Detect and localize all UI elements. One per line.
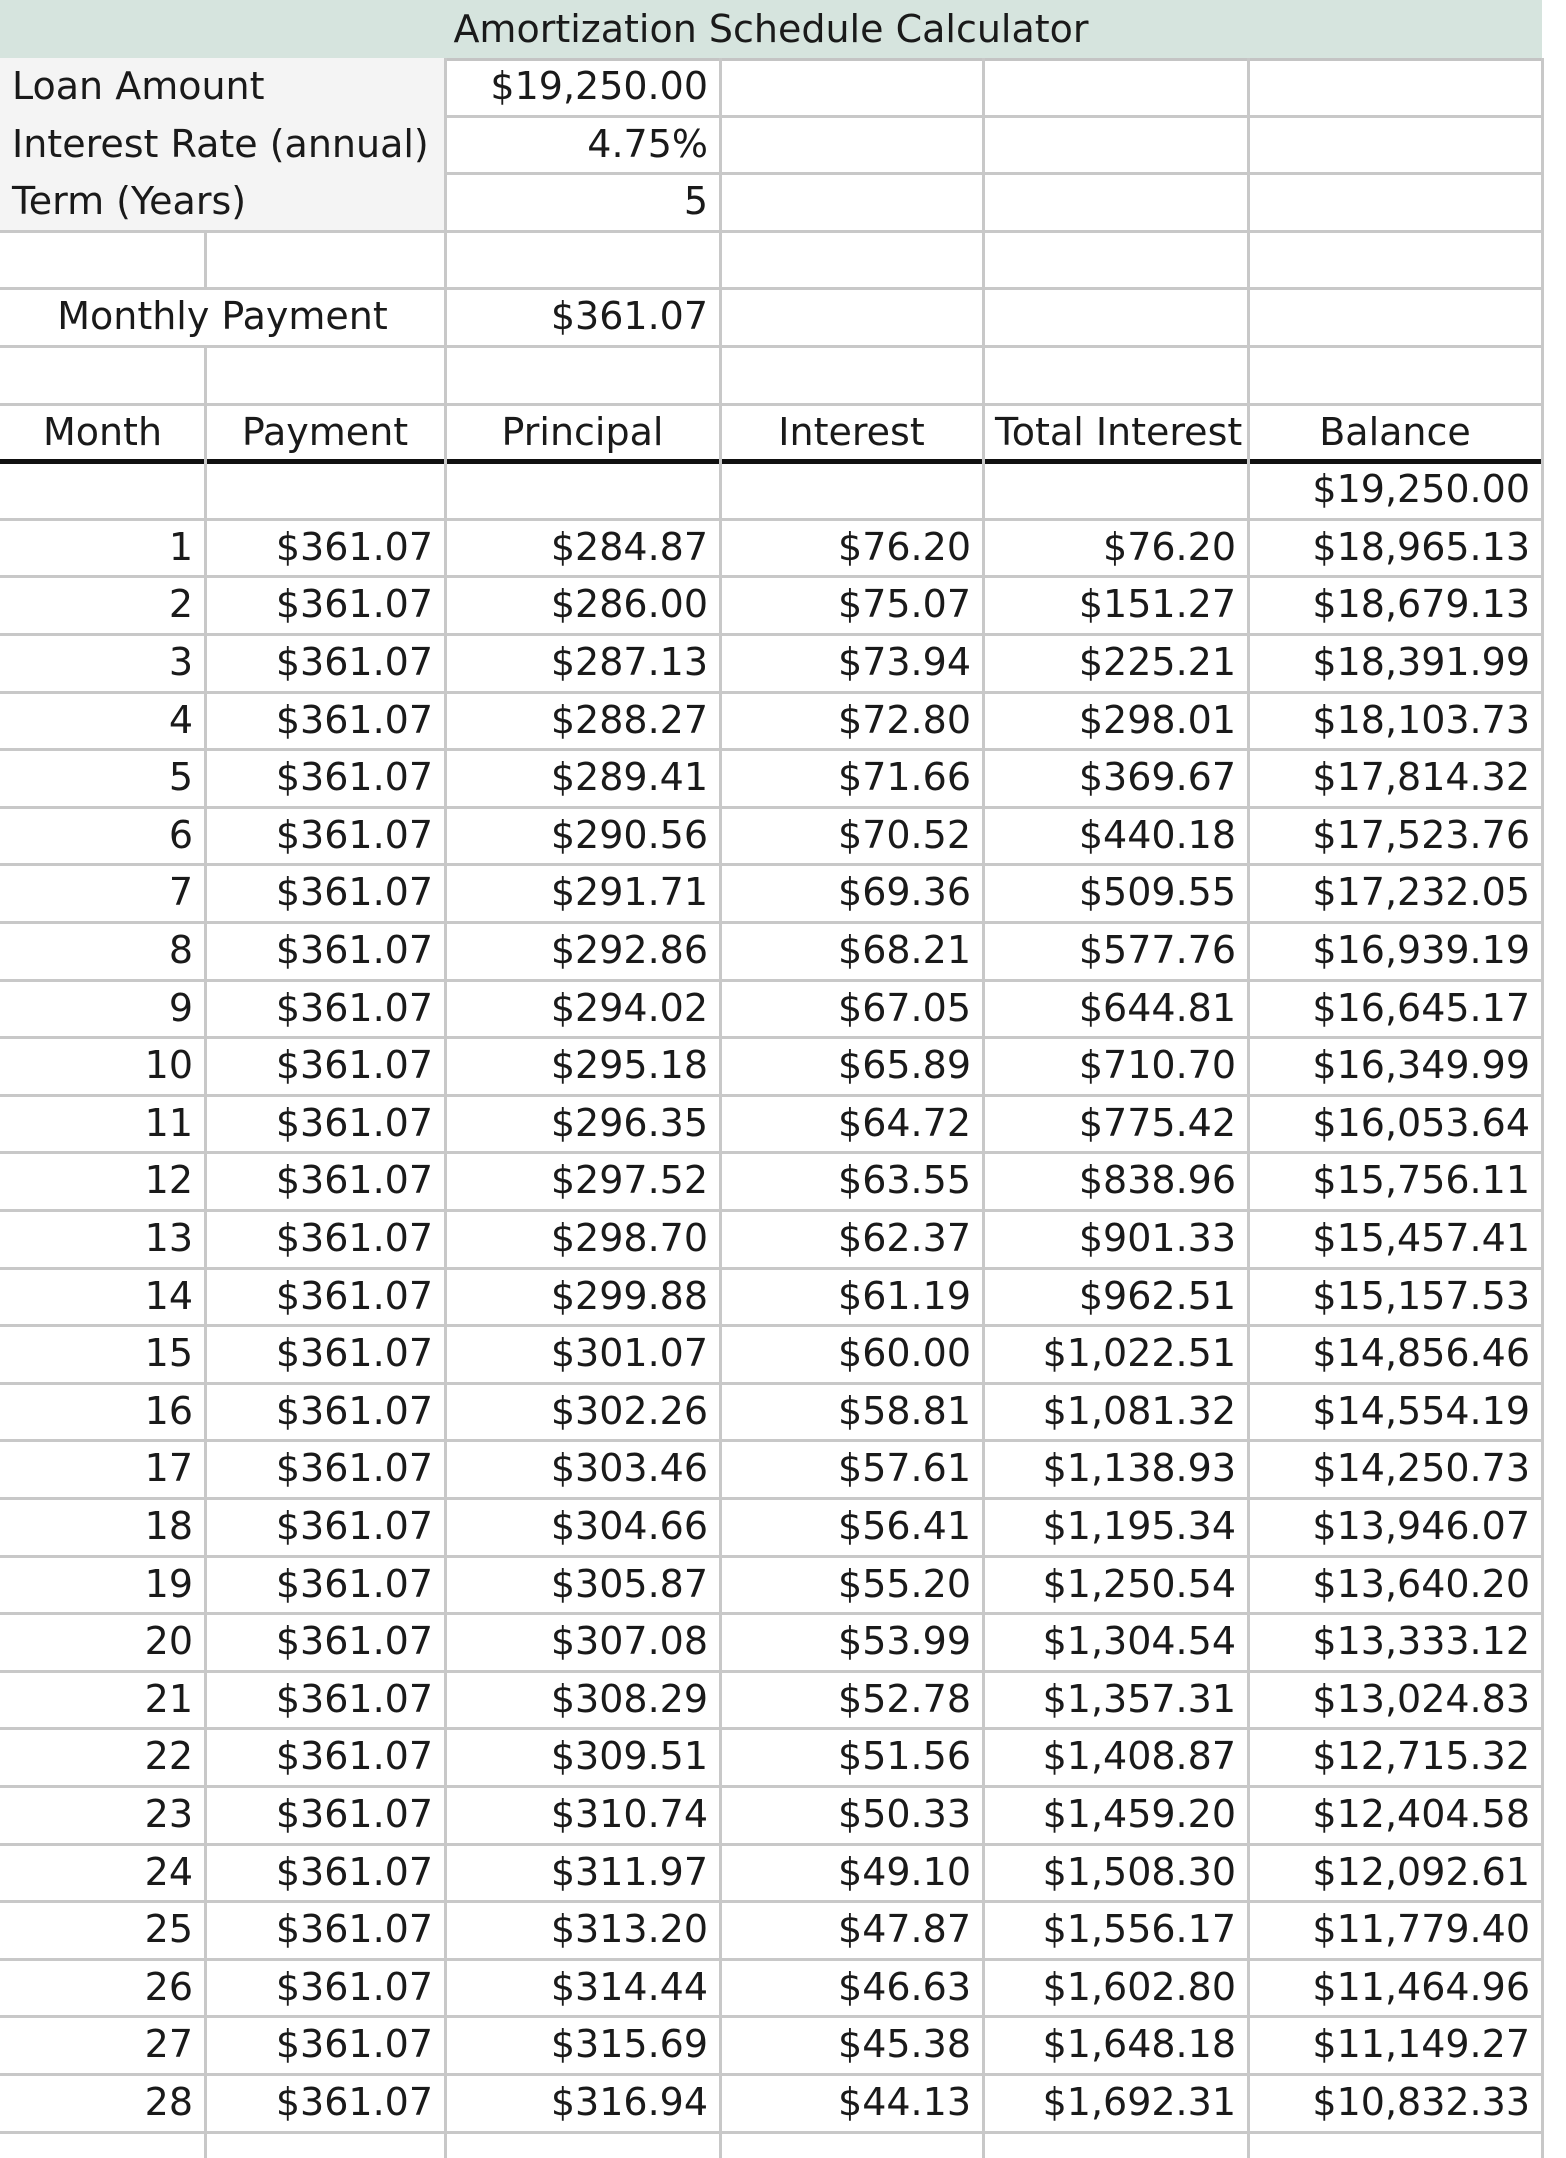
table-cell[interactable]: 13: [144, 1216, 193, 1260]
table-cell[interactable]: $61.19: [838, 1274, 971, 1318]
gridline: [0, 1958, 1542, 1961]
table-cell[interactable]: $13,640.20: [1312, 1562, 1530, 1606]
table-cell[interactable]: $225.21: [1078, 640, 1236, 684]
gridline: [0, 459, 1542, 464]
table-cell[interactable]: $72.80: [838, 698, 971, 742]
table-cell[interactable]: 2: [168, 582, 193, 626]
table-cell[interactable]: $76.20: [838, 525, 971, 569]
table-cell[interactable]: $69.36: [838, 870, 971, 914]
table-cell[interactable]: 9: [168, 986, 193, 1030]
gridline: [0, 1382, 1542, 1385]
table-cell[interactable]: $65.89: [838, 1043, 971, 1087]
table-cell[interactable]: $18,391.99: [1312, 640, 1530, 684]
table-cell[interactable]: $644.81: [1078, 986, 1236, 1030]
gridline: [0, 921, 1542, 924]
table-cell[interactable]: $16,645.17: [1312, 986, 1530, 1030]
table-cell[interactable]: $58.81: [838, 1389, 971, 1433]
table-cell[interactable]: 26: [144, 1965, 193, 2009]
table-cell[interactable]: $11,779.40: [1312, 1907, 1530, 1951]
table-cell[interactable]: $1,022.51: [1042, 1331, 1236, 1375]
table-cell[interactable]: $1,459.20: [1042, 1792, 1236, 1836]
table-cell[interactable]: $301.07: [550, 1331, 708, 1375]
table-cell[interactable]: $18,103.73: [1312, 698, 1530, 742]
table-cell[interactable]: 3: [168, 640, 193, 684]
table-cell[interactable]: $1,250.54: [1042, 1562, 1236, 1606]
table-cell[interactable]: $1,508.30: [1042, 1850, 1236, 1894]
table-cell[interactable]: $151.27: [1078, 582, 1236, 626]
table-cell[interactable]: $60.00: [838, 1331, 971, 1375]
table-cell[interactable]: $361.07: [275, 1216, 433, 1260]
gridline: [204, 231, 207, 288]
table-cell[interactable]: $14,856.46: [1312, 1331, 1530, 1375]
table-cell[interactable]: $11,149.27: [1312, 2022, 1530, 2066]
table-cell[interactable]: $50.33: [838, 1792, 971, 1836]
monthly-payment-value[interactable]: $361.07: [550, 294, 708, 338]
table-cell[interactable]: 28: [144, 2080, 193, 2124]
gridline: [0, 806, 1542, 809]
gridline: [0, 287, 1542, 290]
table-cell[interactable]: $53.99: [838, 1619, 971, 1663]
table-cell[interactable]: $12,404.58: [1312, 1792, 1530, 1836]
monthly-payment-label[interactable]: Monthly Payment: [57, 294, 388, 338]
table-cell[interactable]: 6: [168, 813, 193, 857]
table-cell[interactable]: $775.42: [1078, 1101, 1236, 1145]
column-header-payment[interactable]: Payment: [241, 410, 409, 454]
table-cell[interactable]: $57.61: [838, 1446, 971, 1490]
table-cell[interactable]: 19: [144, 1562, 193, 1606]
table-cell[interactable]: $11,464.96: [1312, 1965, 1530, 2009]
table-cell[interactable]: $297.52: [550, 1158, 708, 1202]
gridline: [0, 575, 1542, 578]
gridline: [719, 58, 722, 2158]
table-cell[interactable]: $13,946.07: [1312, 1504, 1530, 1548]
table-cell[interactable]: $302.26: [550, 1389, 708, 1433]
gridline: [1247, 58, 1250, 2158]
table-cell[interactable]: $298.01: [1078, 698, 1236, 742]
table-cell[interactable]: $369.67: [1078, 755, 1236, 799]
table-cell[interactable]: $16,349.99: [1312, 1043, 1530, 1087]
table-cell[interactable]: $284.87: [550, 525, 708, 569]
table-cell[interactable]: $1,692.31: [1042, 2080, 1236, 2124]
table-cell[interactable]: $299.88: [550, 1274, 708, 1318]
table-cell[interactable]: $361.07: [275, 582, 433, 626]
table-cell[interactable]: $361.07: [275, 1619, 433, 1663]
table-cell[interactable]: $292.86: [550, 928, 708, 972]
input-value[interactable]: 5: [683, 179, 708, 223]
table-cell[interactable]: $70.52: [838, 813, 971, 857]
table-cell[interactable]: 27: [144, 2022, 193, 2066]
table-cell[interactable]: $313.20: [550, 1907, 708, 1951]
table-cell[interactable]: $1,357.31: [1042, 1677, 1236, 1721]
table-cell[interactable]: $838.96: [1078, 1158, 1236, 1202]
table-cell[interactable]: 11: [144, 1101, 193, 1145]
table-cell[interactable]: $287.13: [550, 640, 708, 684]
table-cell[interactable]: $45.38: [838, 2022, 971, 2066]
table-cell[interactable]: $361.07: [275, 813, 433, 857]
table-cell[interactable]: $1,556.17: [1042, 1907, 1236, 1951]
input-value[interactable]: 4.75%: [587, 122, 708, 166]
table-cell[interactable]: $303.46: [550, 1446, 708, 1490]
table-cell[interactable]: 25: [144, 1907, 193, 1951]
table-cell[interactable]: $1,195.34: [1042, 1504, 1236, 1548]
gridline: [0, 2073, 1542, 2076]
table-cell[interactable]: $16,939.19: [1312, 928, 1530, 972]
table-cell[interactable]: $361.07: [275, 1850, 433, 1894]
table-cell[interactable]: $361.07: [275, 1562, 433, 1606]
input-label[interactable]: Interest Rate (annual): [0, 116, 445, 174]
table-cell[interactable]: $295.18: [550, 1043, 708, 1087]
table-cell[interactable]: $361.07: [275, 1389, 433, 1433]
gridline: [204, 346, 207, 2158]
table-cell[interactable]: $314.44: [550, 1965, 708, 2009]
table-cell[interactable]: $17,523.76: [1312, 813, 1530, 857]
table-cell[interactable]: $49.10: [838, 1850, 971, 1894]
table-cell[interactable]: $15,157.53: [1312, 1274, 1530, 1318]
gridline: [0, 1324, 1542, 1327]
table-cell[interactable]: $361.07: [275, 1331, 433, 1375]
table-cell[interactable]: $361.07: [275, 1101, 433, 1145]
table-cell[interactable]: $14,554.19: [1312, 1389, 1530, 1433]
gridline: [445, 230, 1542, 233]
gridline: [0, 748, 1542, 751]
gridline: [0, 1267, 1542, 1270]
input-label[interactable]: Term (Years): [0, 173, 445, 231]
table-cell[interactable]: $577.76: [1078, 928, 1236, 972]
gridline: [0, 1036, 1542, 1039]
table-cell[interactable]: $361.07: [275, 1677, 433, 1721]
table-cell[interactable]: $1,304.54: [1042, 1619, 1236, 1663]
table-cell[interactable]: $316.94: [550, 2080, 708, 2124]
table-cell[interactable]: $298.70: [550, 1216, 708, 1260]
table-cell[interactable]: 12: [144, 1158, 193, 1202]
table-cell[interactable]: $13,333.12: [1312, 1619, 1530, 1663]
table-cell[interactable]: $14,250.73: [1312, 1446, 1530, 1490]
table-cell[interactable]: 8: [168, 928, 193, 972]
table-cell[interactable]: $1,648.18: [1042, 2022, 1236, 2066]
table-cell[interactable]: 10: [144, 1043, 193, 1087]
table-cell[interactable]: $18,965.13: [1312, 525, 1530, 569]
input-value[interactable]: $19,250.00: [490, 64, 708, 108]
table-cell[interactable]: $361.07: [275, 2022, 433, 2066]
table-cell[interactable]: $296.35: [550, 1101, 708, 1145]
table-cell[interactable]: $64.72: [838, 1101, 971, 1145]
table-cell[interactable]: 23: [144, 1792, 193, 1836]
table-cell[interactable]: $290.56: [550, 813, 708, 857]
gridline: [0, 979, 1542, 982]
sheet-title: Amortization Schedule Calculator: [0, 0, 1542, 61]
gridline: [445, 172, 1542, 175]
table-cell[interactable]: $71.66: [838, 755, 971, 799]
table-cell[interactable]: $307.08: [550, 1619, 708, 1663]
table-cell[interactable]: $15,457.41: [1312, 1216, 1530, 1260]
table-cell[interactable]: $361.07: [275, 1734, 433, 1778]
column-header-principal[interactable]: Principal: [501, 410, 664, 454]
table-cell[interactable]: $361.07: [275, 928, 433, 972]
table-cell[interactable]: $17,814.32: [1312, 755, 1530, 799]
gridline: [0, 403, 1542, 406]
gridline: [1541, 58, 1544, 2158]
gridline: [0, 2015, 1542, 2018]
table-cell[interactable]: 5: [168, 755, 193, 799]
gridline: [0, 2131, 1542, 2134]
table-cell[interactable]: $361.07: [275, 1504, 433, 1548]
table-cell[interactable]: $361.07: [275, 1446, 433, 1490]
table-cell[interactable]: $62.37: [838, 1216, 971, 1260]
gridline: [0, 345, 1542, 348]
table-cell[interactable]: $46.63: [838, 1965, 971, 2009]
table-cell[interactable]: $51.56: [838, 1734, 971, 1778]
table-cell[interactable]: $361.07: [275, 525, 433, 569]
gridline: [0, 633, 1542, 636]
table-cell[interactable]: $15,756.11: [1312, 1158, 1530, 1202]
table-cell[interactable]: $47.87: [838, 1907, 971, 1951]
table-cell[interactable]: $1,138.93: [1042, 1446, 1236, 1490]
table-cell[interactable]: $17,232.05: [1312, 870, 1530, 914]
gridline: [0, 1612, 1542, 1615]
table-cell[interactable]: $12,092.61: [1312, 1850, 1530, 1894]
gridline: [0, 1670, 1542, 1673]
table-cell[interactable]: $305.87: [550, 1562, 708, 1606]
table-cell[interactable]: $361.07: [275, 640, 433, 684]
table-cell[interactable]: $361.07: [275, 2080, 433, 2124]
table-cell[interactable]: $361.07: [275, 1792, 433, 1836]
table-cell[interactable]: $310.74: [550, 1792, 708, 1836]
table-cell[interactable]: $361.07: [275, 870, 433, 914]
gridline: [0, 1843, 1542, 1846]
table-cell[interactable]: $304.66: [550, 1504, 708, 1548]
table-cell[interactable]: 24: [144, 1850, 193, 1894]
table-cell[interactable]: 17: [144, 1446, 193, 1490]
table-cell[interactable]: $311.97: [550, 1850, 708, 1894]
table-cell[interactable]: $962.51: [1078, 1274, 1236, 1318]
input-label[interactable]: Loan Amount: [0, 58, 445, 116]
gridline: [445, 115, 1542, 118]
gridline: [0, 1439, 1542, 1442]
gridline: [0, 1497, 1542, 1500]
table-cell[interactable]: $289.41: [550, 755, 708, 799]
table-cell[interactable]: 22: [144, 1734, 193, 1778]
table-cell[interactable]: $44.13: [838, 2080, 971, 2124]
table-cell[interactable]: $1,602.80: [1042, 1965, 1236, 2009]
table-cell[interactable]: $361.07: [275, 1043, 433, 1087]
gridline: [0, 518, 1542, 521]
gridline: [0, 1555, 1542, 1558]
table-cell[interactable]: $1,408.87: [1042, 1734, 1236, 1778]
table-cell[interactable]: $76.20: [1103, 525, 1236, 569]
table-cell[interactable]: 16: [144, 1389, 193, 1433]
table-cell[interactable]: 15: [144, 1331, 193, 1375]
table-cell[interactable]: $16,053.64: [1312, 1101, 1530, 1145]
table-cell[interactable]: $75.07: [838, 582, 971, 626]
table-cell[interactable]: $1,081.32: [1042, 1389, 1236, 1433]
table-cell[interactable]: $68.21: [838, 928, 971, 972]
table-cell[interactable]: $315.69: [550, 2022, 708, 2066]
table-cell[interactable]: $56.41: [838, 1504, 971, 1548]
table-cell[interactable]: $18,679.13: [1312, 582, 1530, 626]
column-header-interest[interactable]: Interest: [778, 410, 925, 454]
table-cell[interactable]: $13,024.83: [1312, 1677, 1530, 1721]
table-cell[interactable]: $901.33: [1078, 1216, 1236, 1260]
gridline: [0, 1727, 1542, 1730]
gridline: [444, 58, 447, 2158]
table-cell[interactable]: $12,715.32: [1312, 1734, 1530, 1778]
column-header-month[interactable]: Month: [42, 410, 163, 454]
table-cell[interactable]: $361.07: [275, 755, 433, 799]
table-cell[interactable]: $361.07: [275, 698, 433, 742]
table-cell[interactable]: $63.55: [838, 1158, 971, 1202]
table-cell[interactable]: 1: [168, 525, 193, 569]
gridline: [0, 1094, 1542, 1097]
table-cell[interactable]: $288.27: [550, 698, 708, 742]
gridline: [0, 230, 445, 233]
gridline: [0, 1900, 1542, 1903]
table-cell[interactable]: $308.29: [550, 1677, 708, 1721]
table-cell[interactable]: 7: [168, 870, 193, 914]
gridline: [0, 691, 1542, 694]
opening-balance[interactable]: $19,250.00: [1312, 467, 1530, 511]
table-cell[interactable]: $291.71: [550, 870, 708, 914]
table-cell[interactable]: $55.20: [838, 1562, 971, 1606]
table-cell[interactable]: $361.07: [275, 1274, 433, 1318]
gridline: [982, 58, 985, 2158]
table-cell[interactable]: $361.07: [275, 1158, 433, 1202]
table-cell[interactable]: $73.94: [838, 640, 971, 684]
column-header-balance[interactable]: Balance: [1319, 410, 1471, 454]
gridline: [0, 1785, 1542, 1788]
table-cell[interactable]: 4: [168, 698, 193, 742]
table-cell[interactable]: 14: [144, 1274, 193, 1318]
table-cell[interactable]: $309.51: [550, 1734, 708, 1778]
table-cell[interactable]: $67.05: [838, 986, 971, 1030]
table-cell[interactable]: $52.78: [838, 1677, 971, 1721]
table-cell[interactable]: $509.55: [1078, 870, 1236, 914]
gridline: [0, 863, 1542, 866]
table-cell[interactable]: 21: [144, 1677, 193, 1721]
table-cell[interactable]: $361.07: [275, 986, 433, 1030]
table-cell[interactable]: $710.70: [1078, 1043, 1236, 1087]
table-cell[interactable]: $361.07: [275, 1965, 433, 2009]
table-cell[interactable]: $294.02: [550, 986, 708, 1030]
table-cell[interactable]: $361.07: [275, 1907, 433, 1951]
gridline: [0, 1209, 1542, 1212]
column-header-total-interest[interactable]: Total Interest: [995, 410, 1243, 454]
table-cell[interactable]: 20: [144, 1619, 193, 1663]
table-cell[interactable]: $10,832.33: [1312, 2080, 1530, 2124]
table-cell[interactable]: $440.18: [1078, 813, 1236, 857]
table-cell[interactable]: 18: [144, 1504, 193, 1548]
table-cell[interactable]: $286.00: [550, 582, 708, 626]
gridline: [0, 1151, 1542, 1154]
